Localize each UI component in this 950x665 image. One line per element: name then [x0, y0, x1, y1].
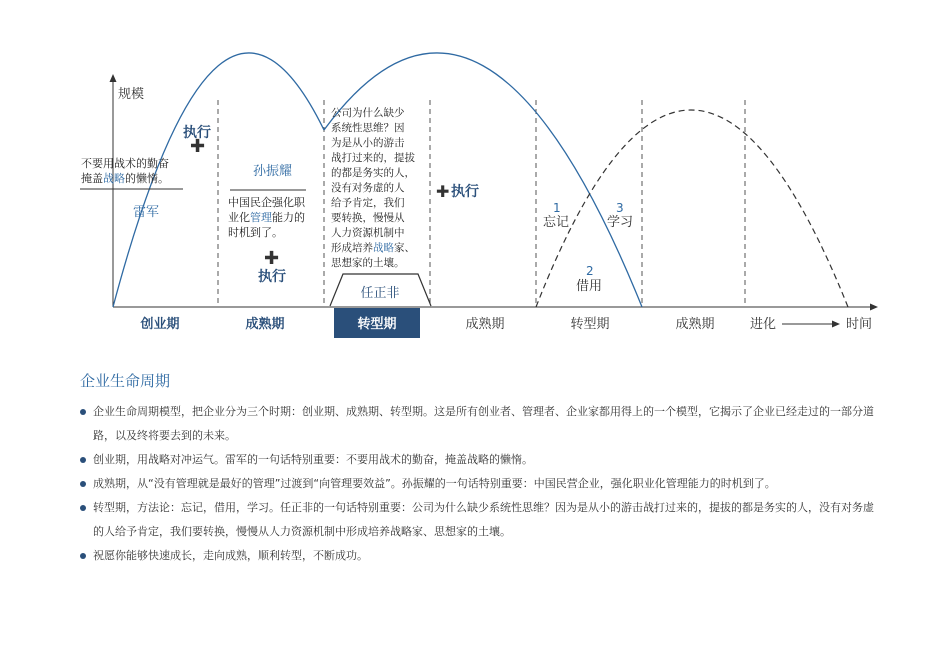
- plus-icon: ✚: [190, 136, 206, 157]
- execute-label-transform: 执行: [451, 184, 479, 200]
- phase-label-startup: 创业期: [140, 317, 180, 332]
- startup-person: 雷军: [133, 205, 160, 220]
- transform-quote-line-4: 战打过来的，提拔: [331, 152, 415, 164]
- transform-quote-line-7: 给予肯定，我们: [331, 197, 405, 209]
- plus-icon: ✚: [436, 182, 450, 201]
- execute-label-startup: 执行: [183, 125, 211, 141]
- next-lifecycle-curve: [536, 110, 848, 307]
- list-item: 成熟期，从“没有管理就是最好的管理”过渡到“向管理要效益”。孙振耀的一句话特别重要：中国民营企业，强化职业化管理能力的时机到了。: [80, 472, 880, 496]
- list-item: 转型期，方法论：忘记，借用，学习。任正非的一句话特别重要：公司为什么缺少系统性思维？因为是从小的游击战打过来的，提拔的都是务实的人，没有对务虚的人给予肯定，我们要转换，慢慢从人力资源机制中形成培养战略家、思想家的土壤。: [80, 496, 880, 544]
- transform-quote-line-5: 的都是务实的人，: [331, 167, 415, 179]
- transform-quote-line-10: 形成培养战略家、: [331, 242, 415, 254]
- phase-label-transform-2: 转型期: [570, 317, 610, 332]
- list-item: 企业生命周期模型，把企业分为三个时期：创业期、成熟期、转型期。这是所有创业者、管理者、企业家都用得上的一个模型，它揭示了企业已经走过的一部分道路，以及终将要去到的未来。: [80, 400, 880, 448]
- phase-label-transform: 转型期: [357, 317, 397, 332]
- y-axis-label: 规模: [118, 87, 145, 102]
- mature-quote-line-1: 中国民企强化职: [228, 196, 305, 209]
- method-label-borrow: 借用: [576, 279, 603, 294]
- section-title: 企业生命周期: [80, 372, 171, 390]
- transform-quote-line-8: 要转换，慢慢从: [331, 212, 405, 224]
- list-item: 创业期，用战略对冲运气。雷军的一句话特别重要：不要用战术的勤奋，掩盖战略的懒惰。: [80, 448, 880, 472]
- transform-quote-line-11: 思想家的土壤。: [331, 257, 405, 269]
- transform-quote-line-3: 为是从小的游击: [331, 137, 405, 149]
- evolve-arrow-head: [832, 321, 840, 328]
- transform-person: 任正非: [360, 286, 400, 301]
- transform-quote-line-1: 公司为什么缺少: [331, 107, 405, 119]
- plus-icon: ✚: [264, 248, 280, 269]
- x-axis-arrow: [870, 304, 878, 311]
- mature-quote-line-3: 时机到了。: [228, 226, 283, 239]
- method-number-2: 2: [586, 264, 594, 278]
- phase-label-mature-2: 成熟期: [465, 317, 505, 332]
- mature-person: 孙振耀: [253, 164, 293, 179]
- y-axis-arrow: [110, 74, 117, 82]
- startup-quote-line-2: 掩盖战略的懒惰。: [81, 172, 169, 185]
- transform-quote-line-6: 没有对务虚的人: [331, 182, 405, 194]
- transform-quote-line-9: 人力资源机制中: [331, 227, 405, 239]
- x-axis-label: 时间: [846, 317, 873, 332]
- transform-quote-line-2: 系统性思维？因: [331, 122, 405, 134]
- startup-quote-line-1: 不要用战术的勤奋: [81, 157, 169, 170]
- phase-label-mature: 成熟期: [245, 317, 285, 332]
- summary-list: [80, 400, 880, 568]
- execute-label-mature: 执行: [258, 269, 286, 285]
- method-label-forget: 忘记: [543, 215, 570, 230]
- mature-quote-line-2: 业化管理能力的: [228, 211, 305, 224]
- method-number-1: 1: [553, 201, 561, 215]
- method-label-learn: 学习: [607, 215, 634, 230]
- method-number-3: 3: [616, 201, 624, 215]
- phase-label-mature-3: 成熟期: [675, 317, 715, 332]
- list-item: 祝愿你能够快速成长，走向成熟，顺利转型，不断成功。: [80, 544, 880, 568]
- evolve-label: 进化: [750, 317, 777, 332]
